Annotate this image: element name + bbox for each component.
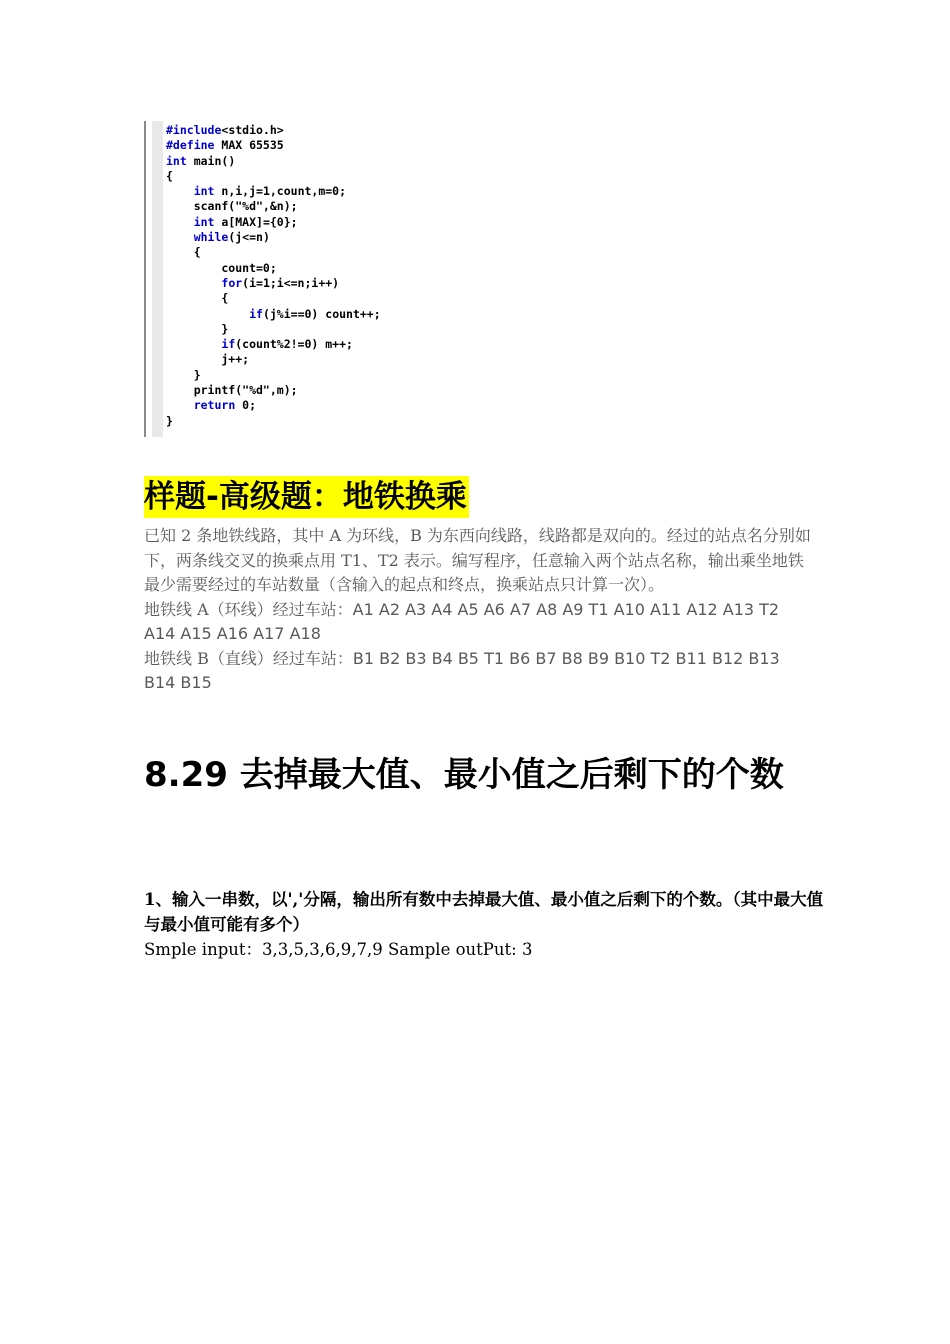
code-line bbox=[166, 215, 381, 230]
task-statement: 1、输入一串数，以','分隔，输出所有数中去掉最大值、最小值之后剩下的个数。（其中最大值与最小值可能有多个） bbox=[144, 890, 824, 934]
code-text bbox=[166, 230, 194, 244]
code-keyword: #define bbox=[166, 138, 215, 153]
line-b-label: 地铁线 B（直线）经过车站： bbox=[144, 648, 353, 668]
code-text: { bbox=[166, 168, 173, 183]
code-text bbox=[166, 398, 194, 412]
code-text: } bbox=[166, 321, 229, 336]
code-keyword: int bbox=[193, 184, 215, 199]
code-keyword: while bbox=[193, 230, 229, 245]
code-line bbox=[166, 123, 381, 138]
code-text bbox=[166, 276, 221, 290]
line-b-stations: B1 B2 B3 B4 B5 T1 B6 B7 B8 B9 B10 T2 B11 B12 B13 B14 B15 bbox=[144, 648, 780, 692]
code-text bbox=[166, 215, 194, 229]
code-gutter bbox=[152, 121, 163, 437]
code-listing bbox=[166, 123, 381, 429]
code-line bbox=[166, 352, 381, 367]
code-line bbox=[166, 368, 381, 383]
section-title: 8.29 去掉最大值、最小值之后剩下的个数 bbox=[144, 755, 784, 795]
code-line bbox=[166, 261, 381, 276]
task-sample: Smple input：3,3,5,3,6,9,7,9 Sample outPut: 3 bbox=[144, 940, 533, 959]
code-text: MAX 65535 bbox=[214, 138, 284, 153]
line-b-paragraph bbox=[144, 647, 812, 696]
code-line bbox=[166, 414, 381, 429]
code-text bbox=[166, 184, 194, 198]
code-line bbox=[166, 307, 381, 322]
code-line bbox=[166, 398, 381, 413]
code-text: { bbox=[166, 245, 201, 260]
code-text: { bbox=[166, 291, 229, 306]
code-line bbox=[166, 276, 381, 291]
code-line bbox=[166, 383, 381, 398]
code-keyword: return bbox=[193, 398, 236, 413]
code-text: n,i,j=1,count,m=0; bbox=[214, 184, 347, 199]
task-block bbox=[144, 887, 834, 962]
code-screenshot bbox=[144, 121, 456, 437]
code-text: <stdio.h> bbox=[221, 123, 284, 137]
code-text: } bbox=[166, 413, 173, 428]
code-text: 0; bbox=[235, 398, 257, 413]
sample-problem-heading: 样题-高级题：地铁换乘 bbox=[144, 476, 469, 518]
code-text: (count%2!=0) m++; bbox=[235, 337, 353, 352]
code-line bbox=[166, 199, 381, 214]
code-keyword: if bbox=[221, 337, 236, 352]
code-text: j++; bbox=[166, 352, 250, 367]
code-keyword: if bbox=[249, 306, 263, 321]
code-text: printf("%d",m); bbox=[166, 383, 298, 398]
code-line bbox=[166, 337, 381, 352]
code-keyword: #include bbox=[166, 123, 222, 137]
code-text: main() bbox=[186, 153, 236, 168]
code-line bbox=[166, 184, 381, 199]
code-keyword: int bbox=[193, 214, 215, 229]
line-a-paragraph bbox=[144, 598, 812, 647]
problem-text: 已知 2 条地铁线路，其中 A 为环线，B 为东西向线路，线路都是双向的。经过的站点名分别如下，两条线交叉的换乘点用 T1、T2 表示。编写程序，任意输入两个站点名称，输出乘坐地铁最少需要经过的车站数量（含输入的起点和终点，换乘站点只计算一次）。 bbox=[144, 526, 811, 594]
code-text: count=0; bbox=[166, 260, 277, 275]
code-text: a[MAX]={0}; bbox=[214, 214, 298, 229]
code-text: (i=1;i<=n;i++) bbox=[242, 275, 340, 290]
code-text bbox=[166, 337, 221, 351]
code-line bbox=[166, 291, 381, 306]
code-line bbox=[166, 245, 381, 260]
code-text: scanf("%d",&n); bbox=[166, 199, 298, 214]
code-keyword: int bbox=[166, 153, 187, 168]
code-text bbox=[166, 307, 249, 321]
code-keyword: for bbox=[221, 275, 243, 290]
code-line bbox=[166, 169, 381, 184]
line-a-stations: A1 A2 A3 A4 A5 A6 A7 A8 A9 T1 A10 A11 A12 A13 T2 A14 A15 A16 A17 A18 bbox=[144, 599, 780, 643]
code-text: (j<=n) bbox=[228, 230, 270, 245]
code-line bbox=[166, 322, 381, 337]
code-line bbox=[166, 154, 381, 169]
code-line bbox=[166, 138, 381, 153]
code-text: } bbox=[166, 367, 201, 382]
problem-description bbox=[144, 524, 812, 696]
code-text: (j%i==0) count++; bbox=[262, 306, 381, 321]
line-a-label: 地铁线 A（环线）经过车站： bbox=[144, 599, 353, 619]
code-line bbox=[166, 230, 381, 245]
